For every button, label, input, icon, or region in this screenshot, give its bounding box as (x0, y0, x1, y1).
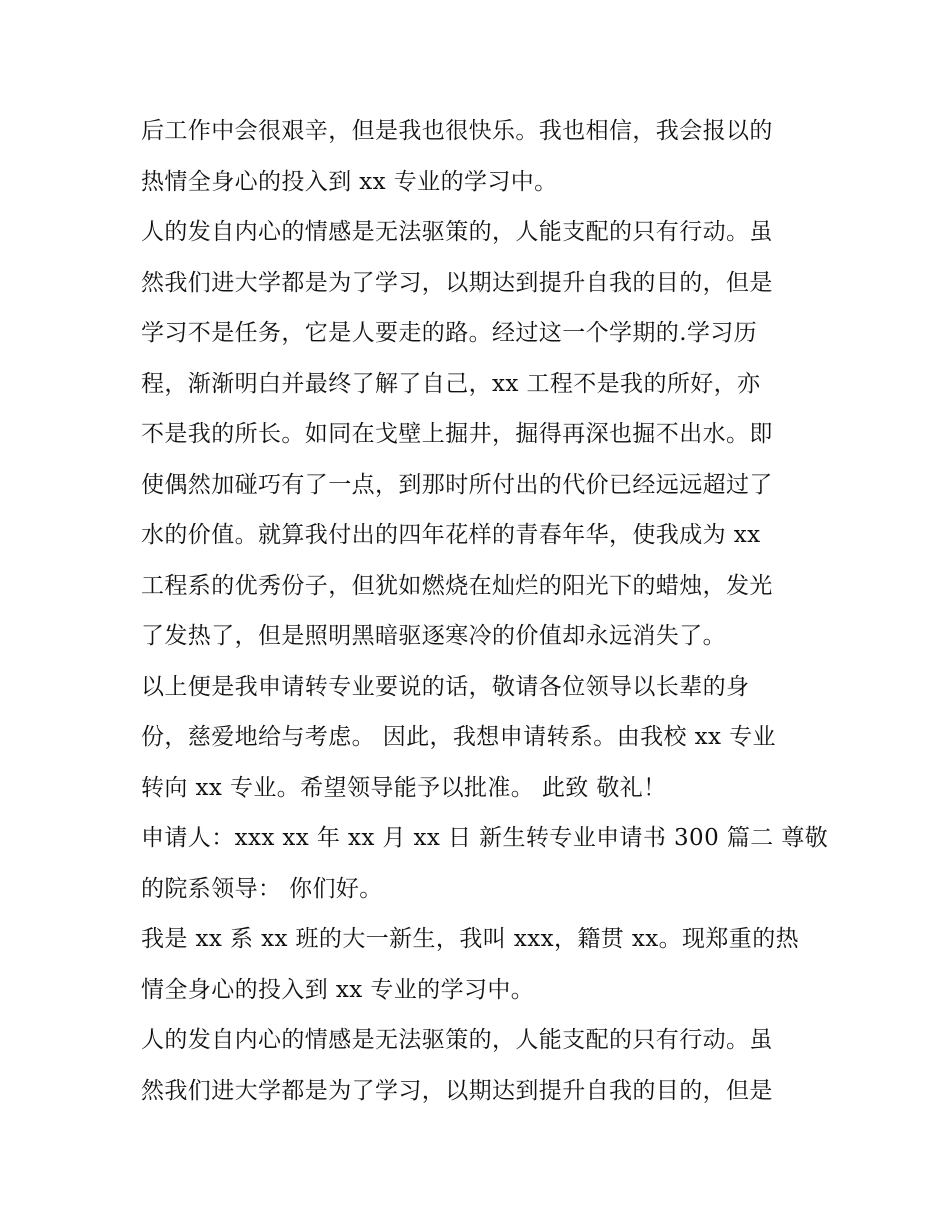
text-line: 转向 xx 专业。希望领导能予以批准。 此致 敬礼！ (141, 774, 667, 801)
text-line: 后工作中会很艰辛，但是我也很快乐。我也相信，我会报以的 (141, 118, 773, 144)
text-line: 工程系的优秀份子，但犹如燃烧在灿烂的阳光下的蜡烛，发光 (141, 572, 773, 599)
text-line: 学习不是任务，它是人要走的路。经过这一个学期的.学习历 (141, 320, 758, 346)
text-line: 申请人：xxx xx 年 xx 月 xx 日 新生转专业申请书 300 篇二 尊敬 (141, 825, 829, 851)
text-line: 不是我的所长。如同在戈壁上掘井，掘得再深也掘不出水。即 (141, 421, 773, 447)
text-line: 程，渐渐明白并最终了解了自己，xx 工程不是我的所好，亦 (141, 370, 761, 397)
text-line: 然我们进大学都是为了学习，以期达到提升自我的目的，但是 (141, 1077, 773, 1104)
text-line: 了发热了，但是照明黑暗驱逐寒冷的价值却永远消失了。 (141, 623, 726, 649)
text-line: 我是 xx 系 xx 班的大一新生，我叫 xxx，籍贯 xx。现郑重的热 (141, 926, 800, 952)
text-line: 人的发自内心的情感是无法驱策的，人能支配的只有行动。虽 (141, 1027, 773, 1053)
document-body (141, 106, 829, 1116)
text-line: 然我们进大学都是为了学习，以期达到提升自我的目的，但是 (141, 269, 773, 296)
text-line: 水的价值。就算我付出的四年花样的青春年华，使我成为 xx (141, 522, 761, 548)
text-line: 份，慈爱地给与考虑。 因此，我想申请转系。由我校 xx 专业 (141, 724, 776, 750)
text-line: 人的发自内心的情感是无法驱策的，人能支配的只有行动。虽 (141, 219, 773, 245)
text-line: 热情全身心的投入到 xx 专业的学习中。 (141, 168, 558, 195)
text-line: 使偶然加碰巧有了一点，到那时所付出的代价已经远远超过了 (141, 471, 773, 498)
text-line: 的院系领导： 你们好。 (141, 875, 383, 902)
text-line: 以上便是我申请转专业要说的话，敬请各位领导以长辈的身 (141, 673, 750, 700)
text-line: 情全身心的投入到 xx 专业的学习中。 (141, 976, 535, 1003)
